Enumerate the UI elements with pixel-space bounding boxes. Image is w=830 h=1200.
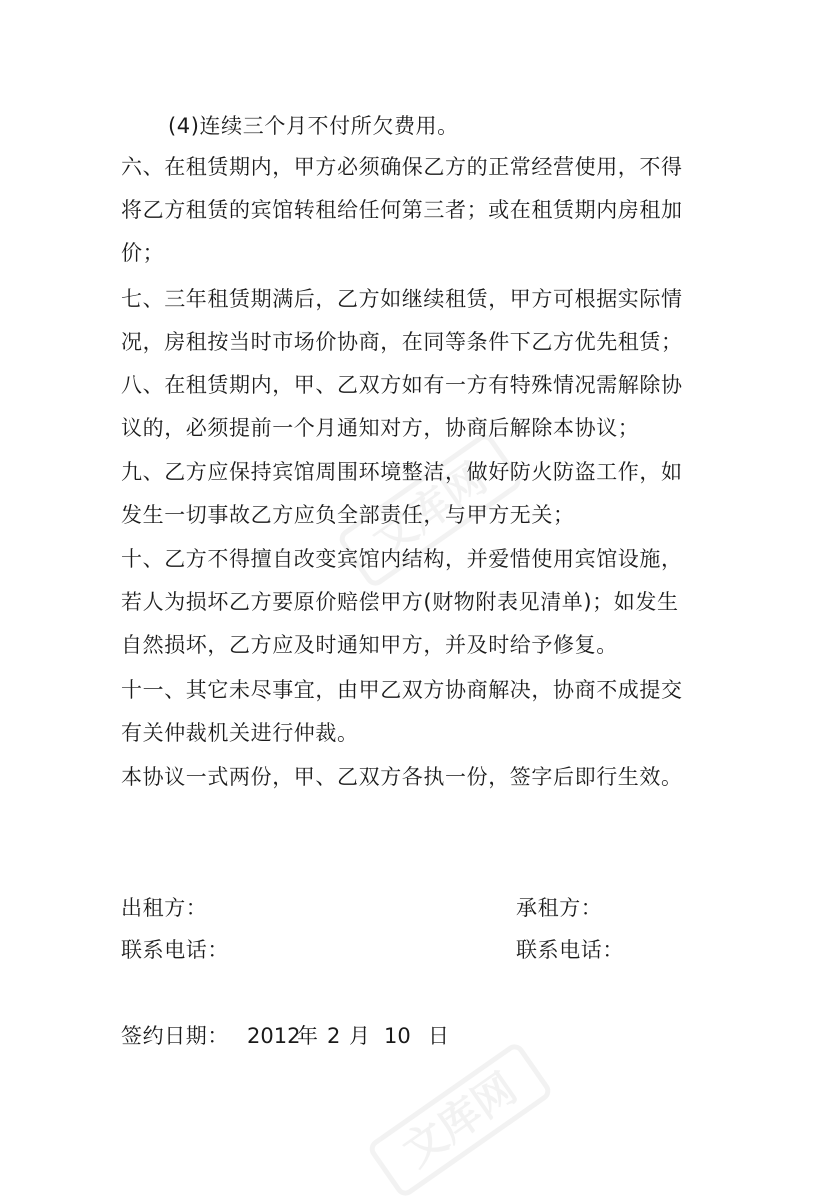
lessee-phone-label: 联系电话： (516, 938, 624, 962)
watermark-text: 文库网 (364, 453, 496, 566)
signing-date-day: 10 (384, 1024, 411, 1048)
clause-line: 有关仲裁机关进行仲裁。 (121, 721, 359, 745)
clause-line: (4)连续三个月不付所欠费用。 (168, 114, 459, 138)
signing-date-year: 2012 (247, 1024, 301, 1048)
signing-date (121, 1023, 449, 1049)
clause-line: 八、在租赁期内，甲、乙双方如有一方有特殊情况需解除协 (121, 373, 683, 397)
clause-line: 议的，必须提前一个月通知对方，协商后解除本协议； (121, 416, 640, 440)
clause-line: 六、在租赁期内，甲方必须确保乙方的正常经营使用，不得 (121, 155, 683, 179)
signing-date-year-unit: 年 (297, 1024, 318, 1048)
signing-date-month: 2 (327, 1024, 341, 1048)
watermark-text-2: 文库网 (394, 1063, 526, 1176)
clause-line: 七、三年租赁期满后，乙方如继续租赁，甲方可根据实际情 (121, 287, 683, 311)
lessor-label: 出租方： (121, 896, 208, 920)
signing-date-label: 签约日期： (121, 1024, 229, 1048)
clause-line: 九、乙方应保持宾馆周围环境整洁，做好防火防盗工作，如 (121, 460, 683, 484)
lessor-phone-label: 联系电话： (121, 938, 229, 962)
signing-date-month-unit: 月 (349, 1024, 370, 1048)
clause-line: 自然损坏，乙方应及时通知甲方，并及时给予修复。 (121, 633, 618, 657)
clause-line: 本协议一式两份，甲、乙双方各执一份，签字后即行生效。 (121, 765, 683, 789)
clause-line: 十、乙方不得擅自改变宾馆内结构，并爱惜使用宾馆设施， (121, 547, 683, 571)
watermark-bottom (330, 1040, 590, 1200)
clause-line: 将乙方租赁的宾馆转租给任何第三者；或在租赁期内房租加 (121, 198, 683, 222)
clause-line: 若人为损坏乙方要原价赔偿甲方(财物附表见清单)；如发生 (121, 590, 679, 614)
signing-date-day-unit: 日 (428, 1024, 449, 1048)
clause-line: 价； (121, 241, 165, 265)
clause-line: 况，房租按当时市场价协商，在同等条件下乙方优先租赁； (121, 330, 683, 354)
clause-line: 发生一切事故乙方应负全部责任，与甲方无关； (121, 503, 575, 527)
lessee-label: 承租方： (516, 896, 603, 920)
clause-line: 十一、其它未尽事宜，由甲乙双方协商解决，协商不成提交 (121, 678, 683, 702)
